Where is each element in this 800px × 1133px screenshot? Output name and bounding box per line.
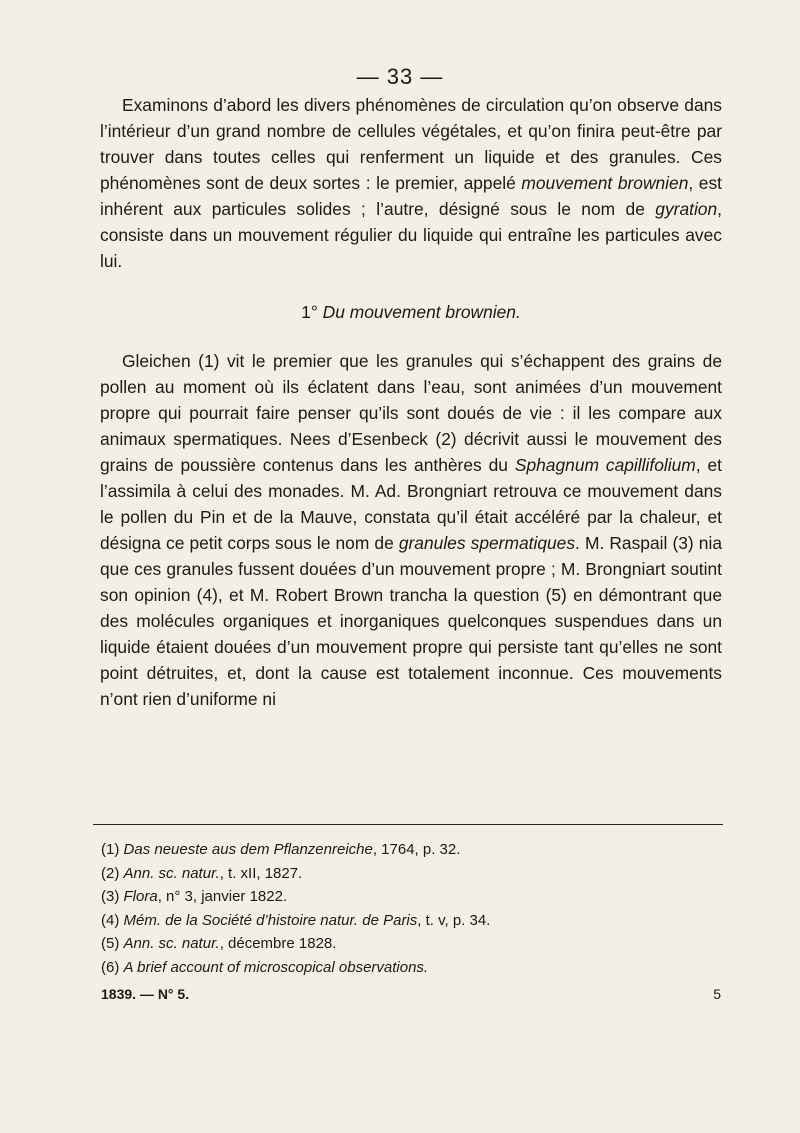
footnote-marker: (5)	[101, 935, 120, 953]
signature-number: 5	[713, 986, 721, 1002]
text-run: . M. Raspail (3) nia que ces granules fussent douées d’un mouvement propre ; M. Brongniart soutint son opinion (4), et M. Robert Brown trancha la question (5) en démontrant que des molécules organiques et inorganiques quelconques suspendues dans un liquide étaient douées d’un mouvement propre qui persiste tant qu’elles ne sont point détruites, et, dont la cause est totalement inconnue. Ces mouvements n’ont rien d’uniforme ni	[100, 533, 723, 709]
footnote-source: Das neueste aus dem Pflanzenreiche	[123, 841, 373, 858]
footnote-source: Flora	[123, 888, 158, 906]
footnote-detail: , n° 3, janvier 1822.	[157, 888, 288, 906]
footnote-detail: , 1764, p. 32.	[372, 841, 461, 858]
footnote-source: A brief account of microscopical observations.	[123, 958, 429, 976]
footnote-3	[101, 885, 721, 909]
footnote-1	[101, 838, 721, 862]
footnote-marker: (2)	[101, 864, 120, 882]
footnote-source: Ann. sc. natur.	[123, 935, 220, 953]
section-number: 1°	[301, 302, 318, 322]
footnote-divider	[93, 824, 723, 825]
footnote-5	[101, 932, 721, 956]
footnote-marker: (6)	[101, 958, 120, 976]
footnote-detail: , t. xII, 1827.	[219, 864, 303, 882]
footnote-marker: (3)	[101, 888, 120, 906]
text-run: , et l’assimila à celui des monades. M. Ad. Brongniart retrouva ce mouvement dans le pollen du Pin et de la Mauve, constata qu’il était accéléré par la chaleur, et désigna ce petit corps sous le nom de	[100, 455, 722, 553]
footnote-2	[101, 862, 721, 886]
text-run: Examinons d’abord les divers phénomènes de circulation qu’on observe dans l’intérieur d’un grand nombre de cellules végétales, et qu’on finira peut-être par trouver dans toutes celles qui renferment un liquide et des granules. Ces phénomènes sont de deux sortes : le premier, appelé	[100, 95, 722, 193]
text-run: Gleichen (1) vit le premier que les granules qui s’échappent des grains de pollen au moment où ils éclatent dans l’eau, sont animées d’un mouvement propre qui pourrait faire penser qu’ils sont doués de vie : il les compare aux animaux spermatiques. Nees d’Esenbeck (2) décrivit aussi le mouvement des grains de poussière contenus dans les anthères du	[100, 351, 722, 475]
paragraph-intro	[100, 92, 722, 274]
footnote-source: Ann. sc. natur.	[123, 864, 220, 882]
term-granules-spermatiques: granules spermatiques	[398, 533, 576, 553]
page-footer	[101, 986, 721, 1002]
footnote-detail: , t. v, p. 34.	[417, 911, 491, 929]
section-title: Du mouvement brownien.	[322, 302, 521, 322]
section-heading	[100, 299, 722, 325]
footnote-detail: , décembre 1828.	[219, 935, 337, 953]
footnotes	[101, 838, 721, 980]
term-sphagnum: Sphagnum capillifolium	[514, 455, 696, 475]
signature-mark: 1839. — N° 5.	[101, 986, 190, 1002]
body-text	[100, 92, 722, 712]
paragraph-gleichen	[100, 348, 722, 712]
footnote-marker: (4)	[101, 911, 120, 929]
footnote-6	[101, 956, 721, 980]
text-run: , consiste dans un mouvement régulier du liquide qui entraîne les particules avec lui.	[100, 199, 722, 271]
footnote-marker: (1)	[101, 841, 120, 858]
term-mouvement-brownien: mouvement brownien	[521, 173, 689, 193]
text-run: , est inhérent aux particules solides ; l’autre, désigné sous le nom de	[100, 173, 723, 219]
page-number: — 33 —	[356, 64, 444, 89]
footnote-source: Mém. de la Société d’histoire natur. de Paris	[123, 911, 418, 929]
term-gyration: gyration	[655, 199, 718, 219]
footnote-4	[101, 909, 721, 933]
